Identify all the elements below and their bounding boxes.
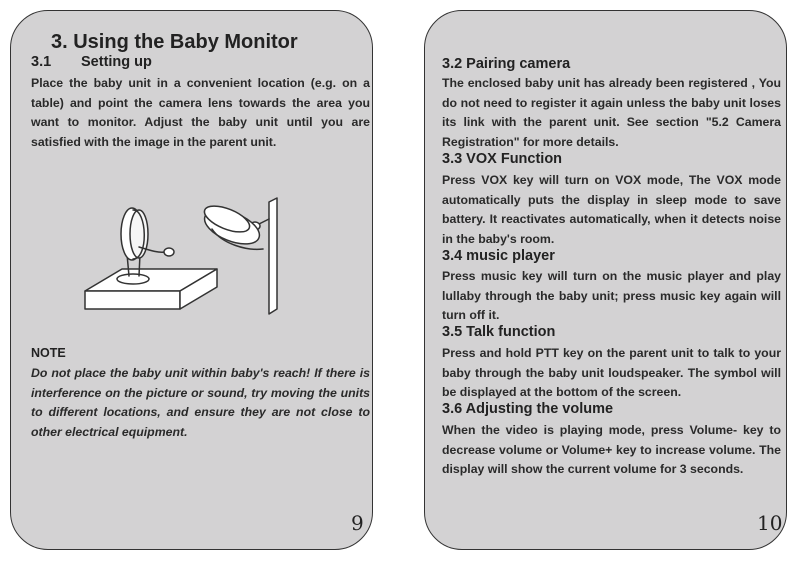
section-text: Press VOX key will turn on VOX mode, The VOX mode automatically puts the display in sleep mode to save battery. It reactivates automatically, when it detects noise in the baby's room. [442, 173, 781, 246]
camera-placement-illustration [77, 179, 297, 324]
section-heading: 3.2 Pairing camera [442, 56, 571, 72]
section-title: Setting up [81, 54, 152, 70]
section-text: Press and hold PTT key on the parent unit to talk to your baby through the baby unit loudspeaker. The symbol will be displayed at the bottom of the screen. [442, 346, 781, 399]
page-title: 3. Using the Baby Monitor [51, 31, 298, 53]
right-page [424, 10, 787, 550]
section-number: 3.1 [31, 54, 52, 70]
section-heading: 3.4 music player [442, 248, 555, 264]
section-text: Press music key will turn on the music player and play lullaby through the baby unit; press music key again will turn off it. [442, 269, 781, 322]
left-page [10, 10, 373, 550]
note-text: Do not place the baby unit within baby's reach! If there is interference on the picture or sound, try moving the units to different locations, and ensure they are not close to other electrical equipment. [31, 366, 370, 439]
page-number: 9 [351, 511, 364, 535]
section-text: The enclosed baby unit has already been registered , You do not need to register it again unless the baby unit loses its link with the parent unit. See section "5.2 Camera Registration" for more details. [442, 76, 781, 149]
section-heading: 3.5 Talk function [442, 324, 556, 340]
section-heading: 3.6 Adjusting the volume [442, 401, 614, 417]
page-number: 10 [757, 511, 783, 535]
section-text: When the video is playing mode, press Volume- key to decrease volume or Volume+ key to increase volume. The display will show the current volume for 3 seconds. [442, 423, 781, 476]
section-heading: 3.3 VOX Function [442, 151, 563, 167]
note-heading: NOTE [31, 346, 66, 360]
setup-paragraph: Place the baby unit in a convenient location (e.g. on a table) and point the camera lens towards the area you want to monitor. Adjust the baby unit until you are satisfied with the image in the parent unit. [31, 76, 370, 149]
